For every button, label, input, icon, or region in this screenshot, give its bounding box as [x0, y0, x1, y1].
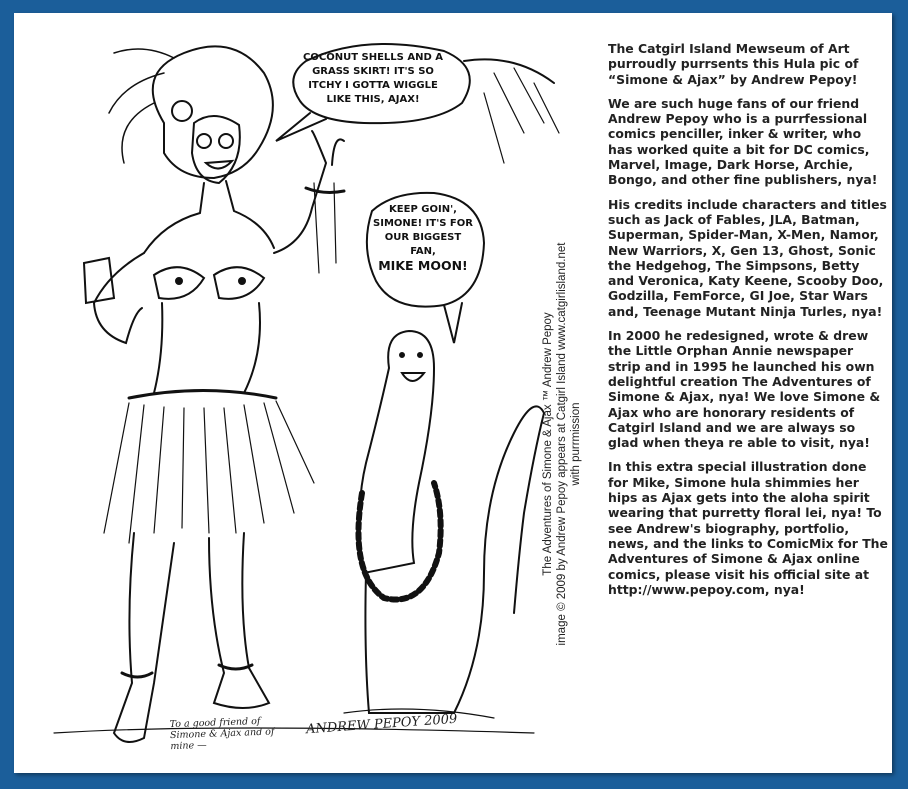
left-arm — [94, 253, 144, 343]
paragraph-credits: His credits include characters and titles such as Jack of Fables, JLA, Batman, Superman, Spider-Man, X-Men, Namor, New Warriors, X, Gen 13, Ghost, Sonic the Hedgehog, The Simpsons, Betty and Veronica, Katy Keene, Scooby Doo, Godzilla, FemForce, GI Joe, Star Wars and, Teenage Mutant Ninja Turles, nya! — [608, 196, 887, 319]
speech-bubble-1-text: COCONUT SHELLS AND A GRASS SKIRT! IT'S SO ITCHY I GOTTA WIGGLE LIKE THIS, AJAX! — [303, 52, 443, 105]
paragraph-fans: We are such huge fans of our friend Andrew Pepoy who is a purrfessional comics penciller, inker & writer, who has worked quite a bit for DC comics, Marvel, Image, Dark Horse, Archie, Bongo, and other fine publishers, nya! — [608, 95, 878, 188]
ajax-dinosaur — [359, 331, 434, 573]
lei — [358, 483, 440, 600]
line-art-drawing — [14, 13, 574, 773]
hair — [153, 46, 273, 178]
page-frame — [14, 13, 892, 773]
speech-bubble-2-small: KEEP GOIN', SIMONE! IT'S FOR OUR BIGGEST FAN, — [373, 204, 473, 257]
description-column — [608, 41, 888, 606]
vertical-credit — [541, 234, 583, 654]
paragraph-intro: The Catgirl Island Mewseum of Art purroudly purrsents this Hula pic of “Simone & Ajax” by Andrew Pepoy! — [608, 41, 859, 87]
dedication-note: To a good friend of Simone & Ajax and of mine — — [169, 715, 275, 753]
credit-line-1: The Adventures of Simone & Ajax ™ Andrew Pepoy — [542, 312, 554, 576]
ajax-body — [365, 406, 544, 713]
speech-bubble-2-text — [372, 203, 474, 273]
artist-signature: ANDREW PEPOY 2009 — [305, 711, 458, 738]
speech-bubble-2-name: MIKE MOON! — [378, 258, 468, 273]
illustration — [14, 13, 574, 773]
paragraph-history: In 2000 he redesigned, wrote & drew the Little Orphan Annie newspaper strip and in 1995 he launched his own delightful creation The Adventures of Simone & Ajax, nya! We love Simone & Ajax who are honorary residents of Catgirl Island and we are always so glad when theya re able to visit, nya! — [608, 328, 881, 451]
grass-skirt — [129, 391, 276, 399]
coconut-bra — [154, 267, 264, 299]
legs — [114, 533, 269, 742]
paragraph-illustration: In this extra special illustration done for Mike, Simone hula shimmies her hips as Ajax gets into the aloha spirit wearing that purretty floral lei, nya! To see Andrew's biography, portfolio, news, and the links to ComicMix for The Adventures of Simone & Ajax online comics, please visit his official site at http://www.pepoy.com, nya! — [608, 459, 888, 597]
credit-line-2: image © 2009 by Andrew Pepoy appears at Catgirl Island www.catgirlisland.net with purrmission — [556, 242, 582, 646]
